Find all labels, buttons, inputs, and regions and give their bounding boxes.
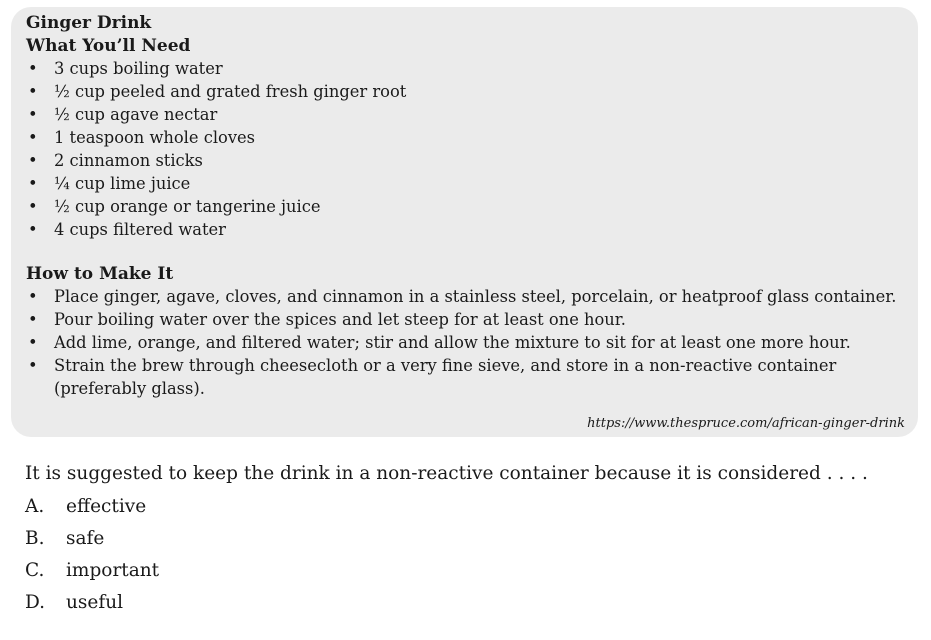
- bullet-icon: •: [28, 310, 38, 329]
- ingredient-list: [26, 57, 904, 241]
- list-item: • ½ cup orange or tangerine juice: [28, 197, 321, 216]
- question-text: It is suggested to keep the drink in a non-reactive container because it is considered . . . .: [25, 463, 868, 484]
- source-url: https://www.thespruce.com/african-ginger-drink: [587, 416, 905, 431]
- list-item: • ¼ cup lime juice: [28, 174, 191, 193]
- option-a[interactable]: [25, 491, 915, 523]
- bullet-icon: •: [28, 333, 38, 352]
- option-letter: A.: [25, 496, 45, 517]
- bullet-icon: •: [28, 105, 38, 124]
- list-item: • 2 cinnamon sticks: [28, 151, 203, 170]
- bullet-icon: •: [28, 128, 38, 147]
- list-item: • Strain the brew through cheesecloth or a very fine sieve, and store in a non-reactive container (preferably glass).: [28, 356, 837, 398]
- bullet-icon: •: [28, 174, 38, 193]
- recipe-box: [11, 7, 918, 437]
- bullet-icon: •: [28, 197, 38, 216]
- list-item: • Add lime, orange, and filtered water; stir and allow the mixture to sit for at least one more hour.: [28, 333, 851, 352]
- option-c[interactable]: [25, 555, 915, 587]
- list-item: • Place ginger, agave, cloves, and cinnamon in a stainless steel, porcelain, or heatproof glass container.: [28, 287, 897, 306]
- question-area: [25, 460, 915, 619]
- steps-heading: How to Make It: [26, 264, 174, 284]
- needs-heading: What You’ll Need: [26, 36, 191, 56]
- list-item: • 3 cups boiling water: [28, 59, 223, 78]
- option-text: useful: [66, 592, 124, 613]
- list-item: • ½ cup peeled and grated fresh ginger root: [28, 82, 407, 101]
- steps-list: [26, 285, 904, 400]
- option-d[interactable]: [25, 587, 915, 619]
- bullet-icon: •: [28, 59, 38, 78]
- list-item: • Pour boiling water over the spices and let steep for at least one hour.: [28, 310, 626, 329]
- bullet-icon: •: [28, 356, 38, 375]
- bullet-icon: •: [28, 287, 38, 306]
- option-text: safe: [66, 528, 105, 549]
- option-letter: C.: [25, 560, 45, 581]
- bullet-icon: •: [28, 151, 38, 170]
- bullet-icon: •: [28, 82, 38, 101]
- option-letter: D.: [25, 592, 46, 613]
- option-text: effective: [66, 496, 147, 517]
- option-b[interactable]: [25, 523, 915, 555]
- list-item: • 1 teaspoon whole cloves: [28, 128, 256, 147]
- recipe-title: Ginger Drink: [26, 13, 152, 33]
- list-item: • 4 cups filtered water: [28, 220, 226, 239]
- option-letter: B.: [25, 528, 45, 549]
- bullet-icon: •: [28, 220, 38, 239]
- option-text: important: [66, 560, 160, 581]
- list-item: • ½ cup agave nectar: [28, 105, 218, 124]
